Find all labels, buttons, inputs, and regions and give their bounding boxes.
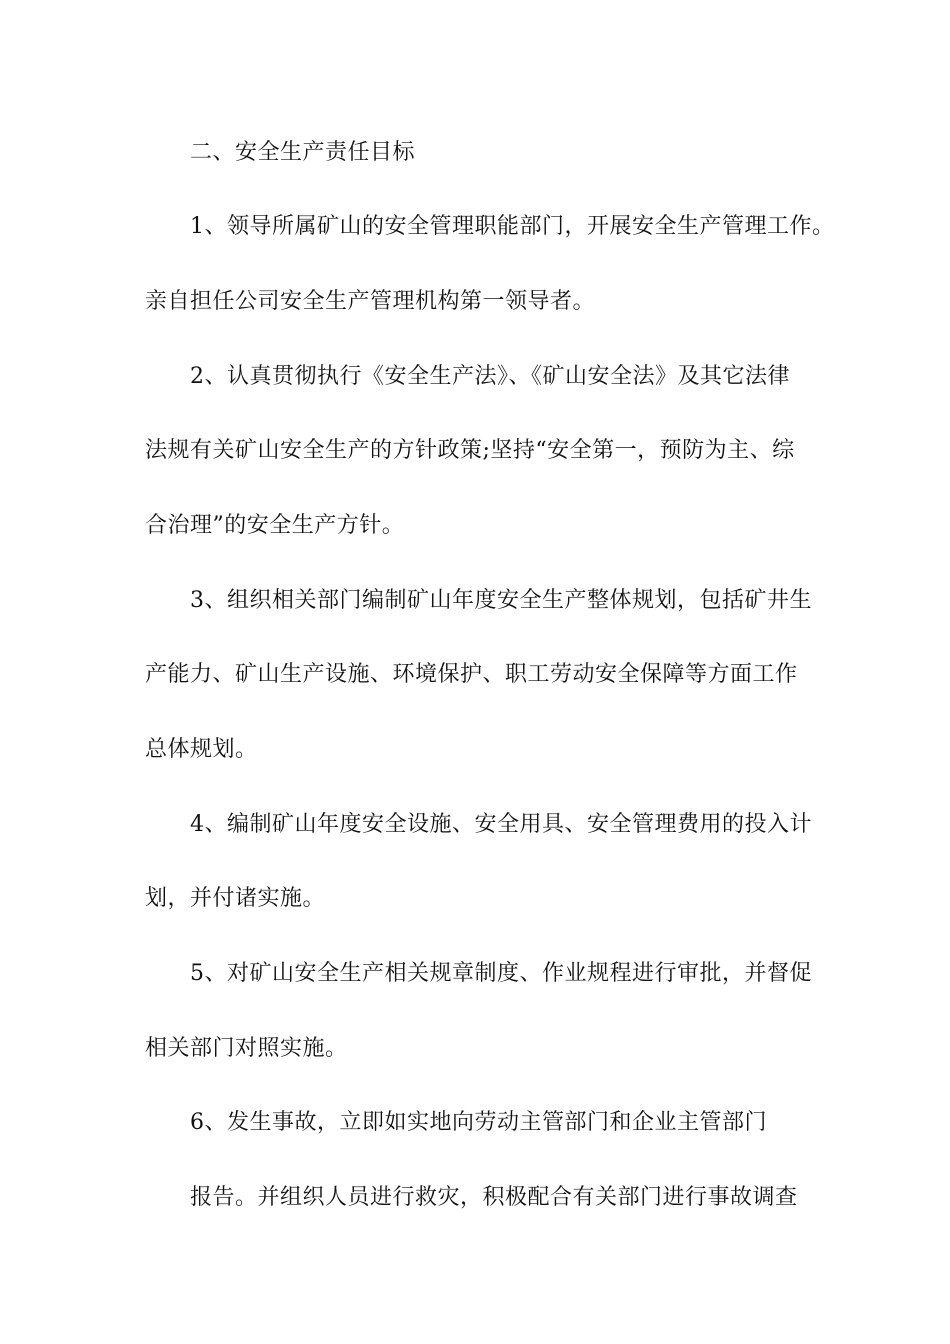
- item-2-line-3: 合治理”的安全生产方针。: [145, 513, 405, 538]
- item-3-line-3: 总体规划。: [145, 737, 258, 762]
- item-3-line-1: 3、组织相关部门编制矿山年度安全生产整体规划，包括矿井生: [190, 588, 812, 613]
- item-1-line-1: 1、领导所属矿山的安全管理职能部门，开展安全生产管理工作。: [190, 214, 835, 239]
- item-2-line-2: 法规有关矿山安全生产的方针政策;坚持“安全第一，预防为主、综: [145, 438, 795, 463]
- item-4-line-1: 4、编制矿山年度安全设施、安全用具、安全管理费用的投入计: [190, 812, 812, 837]
- item-6-line-1: 6、发生事故，立即如实地向劳动主管部门和企业主管部门: [190, 1110, 767, 1135]
- item-2-line-1: 2、认真贯彻执行《安全生产法》、《矿山安全法》及其它法律: [190, 364, 790, 389]
- item-5-line-1: 5、对矿山安全生产相关规章制度、作业规程进行审批，并督促: [190, 961, 812, 986]
- item-6-line-2: 报告。并组织人员进行救灾，积极配合有关部门进行事故调查: [190, 1185, 798, 1210]
- section-heading: 二、安全生产责任目标: [190, 140, 416, 165]
- item-4-line-2: 划，并付诸实施。: [145, 886, 326, 911]
- item-1-line-2: 亲自担任公司安全生产管理机构第一领导者。: [145, 289, 596, 314]
- item-3-line-2: 产能力、矿山生产设施、环境保护、职工劳动安全保障等方面工作: [145, 662, 798, 687]
- item-5-line-2: 相关部门对照实施。: [145, 1036, 348, 1061]
